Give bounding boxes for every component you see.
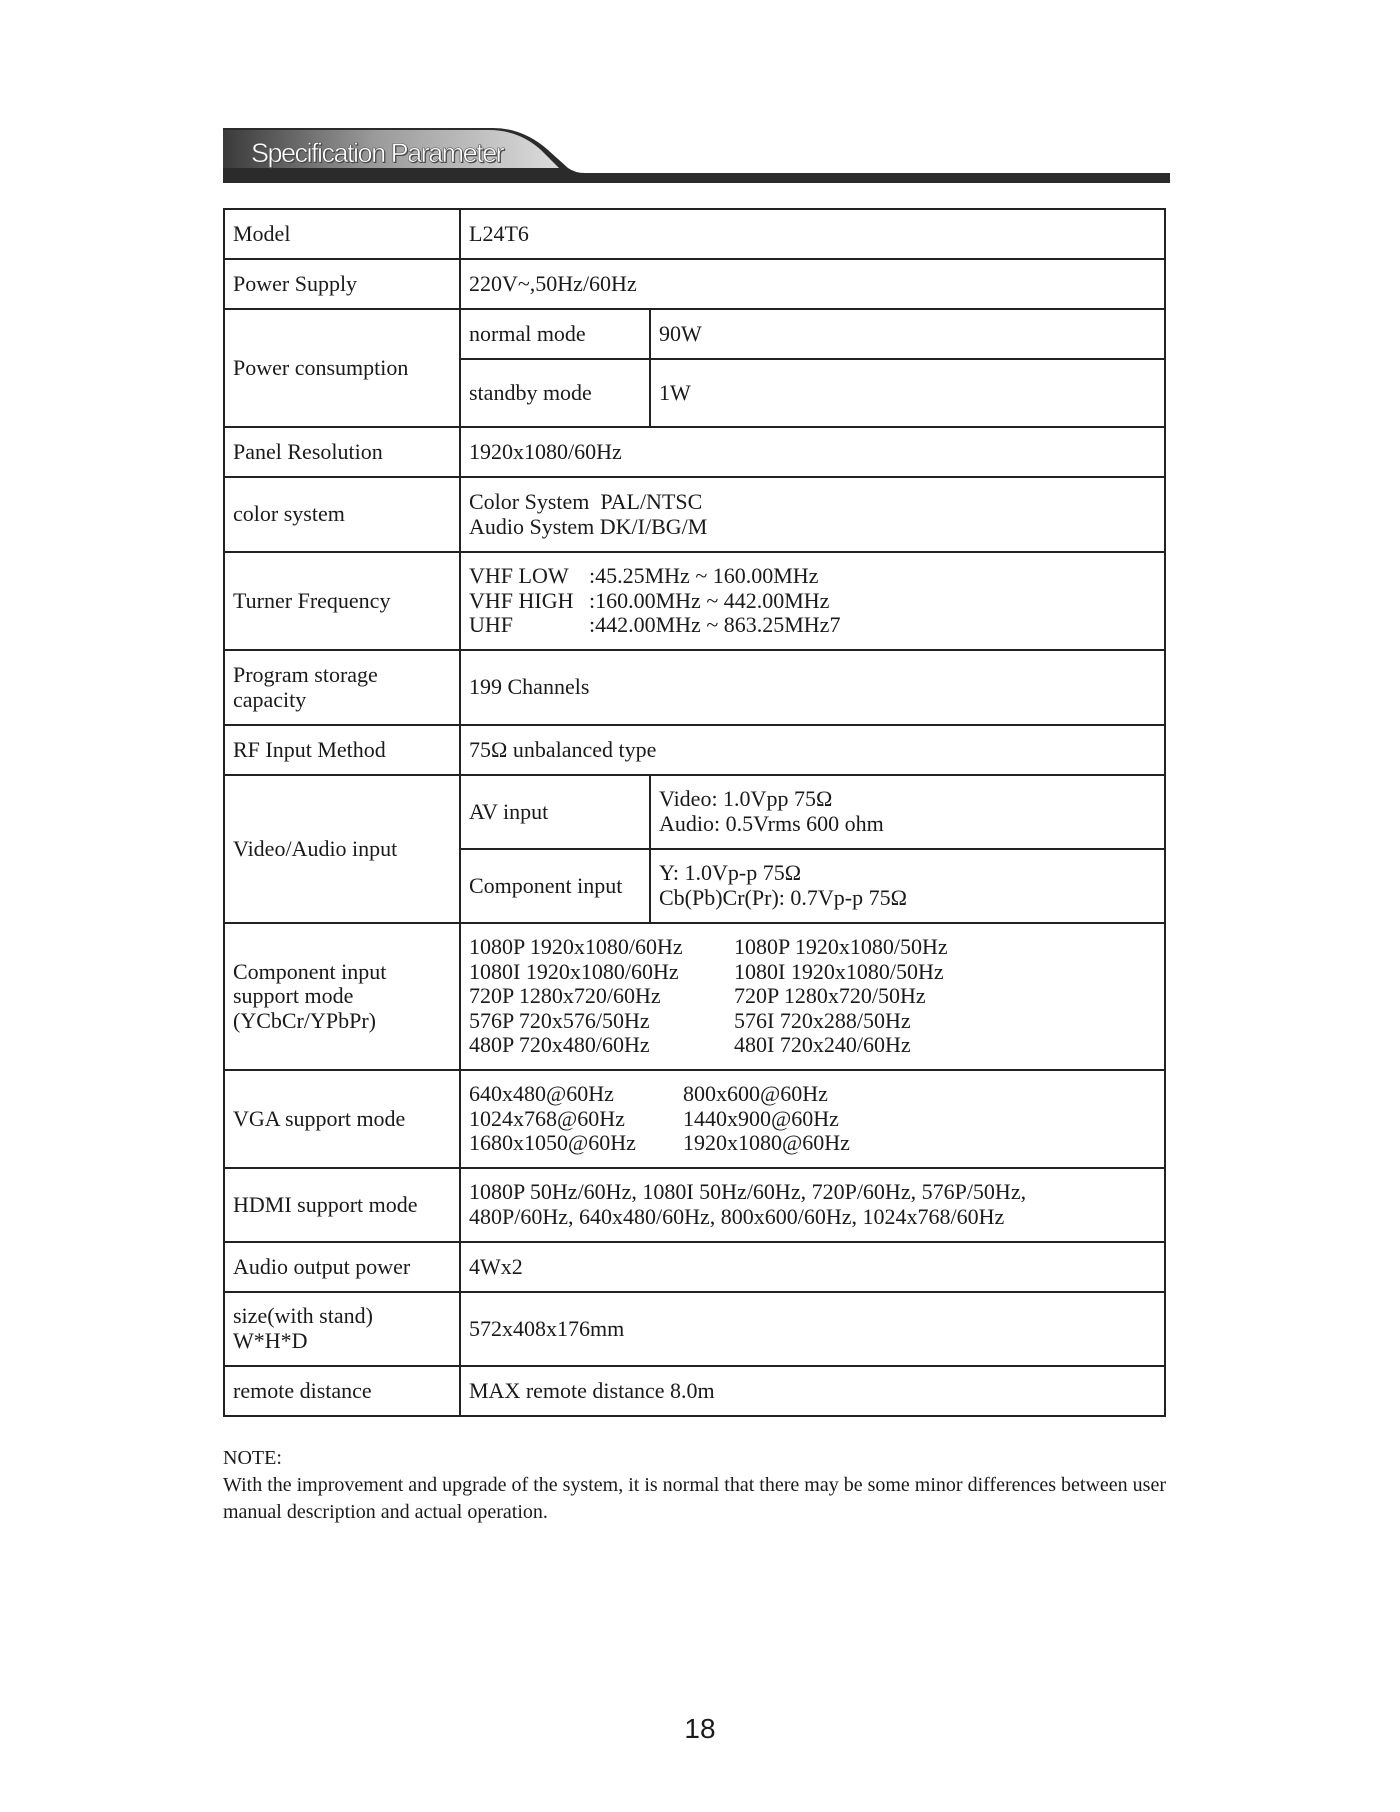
mode-row <box>469 960 1156 985</box>
mode-left: 1024x768@60Hz <box>469 1105 625 1131</box>
value-line: Y: 1.0Vp-p 75Ω <box>659 860 802 886</box>
label-line: W*H*D <box>233 1328 308 1353</box>
mode-row <box>469 1009 1156 1034</box>
label-line: capacity <box>233 686 307 712</box>
value-line: Color System PAL/NTSC <box>469 488 703 514</box>
mode-right: 480I 720x240/60Hz <box>734 1032 911 1058</box>
note-title: NOTE: <box>223 1447 282 1469</box>
spec-value <box>460 923 1165 1070</box>
value-line: Audio: 0.5Vrms 600 ohm <box>659 811 884 836</box>
mode-row <box>469 1082 1156 1107</box>
spec-label <box>224 650 460 725</box>
spec-sublabel: normal mode <box>460 309 650 359</box>
mode-row <box>469 1131 1156 1156</box>
table-row-power-consumption <box>224 309 1165 359</box>
spec-label: Panel Resolution <box>224 427 460 477</box>
mode-right: 1080P 1920x1080/50Hz <box>734 933 948 959</box>
table-row-rf-input <box>224 725 1165 775</box>
section-header <box>223 128 1170 183</box>
value-line: Audio System DK/I/BG/M <box>469 513 708 539</box>
band-range: :160.00MHz ~ 442.00MHz <box>589 587 830 613</box>
spec-label: Power consumption <box>224 309 460 427</box>
spec-value <box>460 552 1165 650</box>
spec-sublabel: AV input <box>460 775 650 849</box>
band-name: VHF HIGH <box>469 587 574 613</box>
band-range: :45.25MHz ~ 160.00MHz <box>589 563 819 589</box>
spec-table <box>223 208 1166 1417</box>
spec-value: 220V~,50Hz/60Hz <box>460 259 1165 309</box>
table-row-model <box>224 209 1165 259</box>
mode-row <box>469 984 1156 1009</box>
mode-right: 800x600@60Hz <box>683 1081 828 1107</box>
table-row-color-system <box>224 477 1165 552</box>
spec-value: 75Ω unbalanced type <box>460 725 1165 775</box>
spec-value: 199 Channels <box>460 650 1165 725</box>
table-row-audio-output <box>224 1242 1165 1292</box>
page-number: 18 <box>684 1713 716 1744</box>
table-row-panel-resolution <box>224 427 1165 477</box>
spec-value: 1920x1080/60Hz <box>460 427 1165 477</box>
label-line: Component input <box>233 958 387 984</box>
mode-row <box>469 1033 1156 1058</box>
spec-value: 572x408x176mm <box>460 1292 1165 1366</box>
value-line: 480P/60Hz, 640x480/60Hz, 800x600/60Hz, 1024x768/60Hz <box>469 1204 1005 1229</box>
note-section <box>223 1445 1166 1526</box>
spec-value <box>460 1168 1165 1242</box>
spec-label <box>224 1292 460 1366</box>
table-row-component-support <box>224 923 1165 1070</box>
mode-left: 1080I 1920x1080/60Hz <box>469 958 679 984</box>
mode-right: 576I 720x288/50Hz <box>734 1007 911 1033</box>
table-row-vga-support <box>224 1070 1165 1168</box>
spec-label: VGA support mode <box>224 1070 460 1168</box>
section-title: Specification Parameter <box>251 138 504 168</box>
table-row-hdmi-support <box>224 1168 1165 1242</box>
mode-row <box>469 935 1156 960</box>
mode-left: 480P 720x480/60Hz <box>469 1032 650 1058</box>
spec-label: Audio output power <box>224 1242 460 1292</box>
label-line: support mode <box>233 983 354 1009</box>
spec-label: Video/Audio input <box>224 775 460 923</box>
label-line: (YCbCr/YPbPr) <box>233 1007 377 1033</box>
spec-value <box>650 849 1165 923</box>
spec-label: Power Supply <box>224 259 460 309</box>
band-name: UHF <box>469 612 514 638</box>
mode-right: 1920x1080@60Hz <box>683 1130 850 1156</box>
spec-value <box>460 1070 1165 1168</box>
table-row-size <box>224 1292 1165 1366</box>
mode-left: 1080P 1920x1080/60Hz <box>469 933 683 959</box>
spec-label: Model <box>224 209 460 259</box>
table-row-program-storage <box>224 650 1165 725</box>
mode-left: 1680x1050@60Hz <box>469 1130 636 1156</box>
spec-label: Turner Frequency <box>224 552 460 650</box>
value-line: Cb(Pb)Cr(Pr): 0.7Vp-p 75Ω <box>659 885 907 910</box>
frequency-row <box>469 589 1156 614</box>
frequency-row <box>469 564 1156 589</box>
spec-sublabel: Component input <box>460 849 650 923</box>
mode-left: 640x480@60Hz <box>469 1081 614 1107</box>
spec-label: RF Input Method <box>224 725 460 775</box>
frequency-row <box>469 613 1156 638</box>
spec-value: 1W <box>650 359 1165 427</box>
spec-label: HDMI support mode <box>224 1168 460 1242</box>
table-row-av-input <box>224 775 1165 849</box>
band-name: VHF LOW <box>469 563 569 589</box>
spec-value <box>650 775 1165 849</box>
mode-right: 1440x900@60Hz <box>683 1105 839 1131</box>
spec-label: remote distance <box>224 1366 460 1416</box>
spec-value: 90W <box>650 309 1165 359</box>
spec-value: L24T6 <box>460 209 1165 259</box>
label-line: Program storage <box>233 661 378 687</box>
mode-right: 720P 1280x720/50Hz <box>734 983 926 1009</box>
table-row-turner-frequency <box>224 552 1165 650</box>
spec-value <box>460 477 1165 552</box>
mode-left: 720P 1280x720/60Hz <box>469 983 661 1009</box>
mode-row <box>469 1107 1156 1132</box>
spec-label <box>224 923 460 1070</box>
note-text: With the improvement and upgrade of the system, it is normal that there may be some minor differences between user manual description and actual operation. <box>223 1474 1166 1523</box>
spec-value: MAX remote distance 8.0m <box>460 1366 1165 1416</box>
spec-value: 4Wx2 <box>460 1242 1165 1292</box>
table-row-power-supply <box>224 259 1165 309</box>
table-row-remote-distance <box>224 1366 1165 1416</box>
spec-sublabel: standby mode <box>460 359 650 427</box>
value-line: Video: 1.0Vpp 75Ω <box>659 786 833 812</box>
value-line: 1080P 50Hz/60Hz, 1080I 50Hz/60Hz, 720P/60Hz, 576P/50Hz, <box>469 1179 1027 1205</box>
mode-left: 576P 720x576/50Hz <box>469 1007 650 1033</box>
mode-right: 1080I 1920x1080/50Hz <box>734 958 944 984</box>
label-line: size(with stand) <box>233 1303 373 1329</box>
spec-label: color system <box>224 477 460 552</box>
band-range: :442.00MHz ~ 863.25MHz7 <box>589 612 841 638</box>
